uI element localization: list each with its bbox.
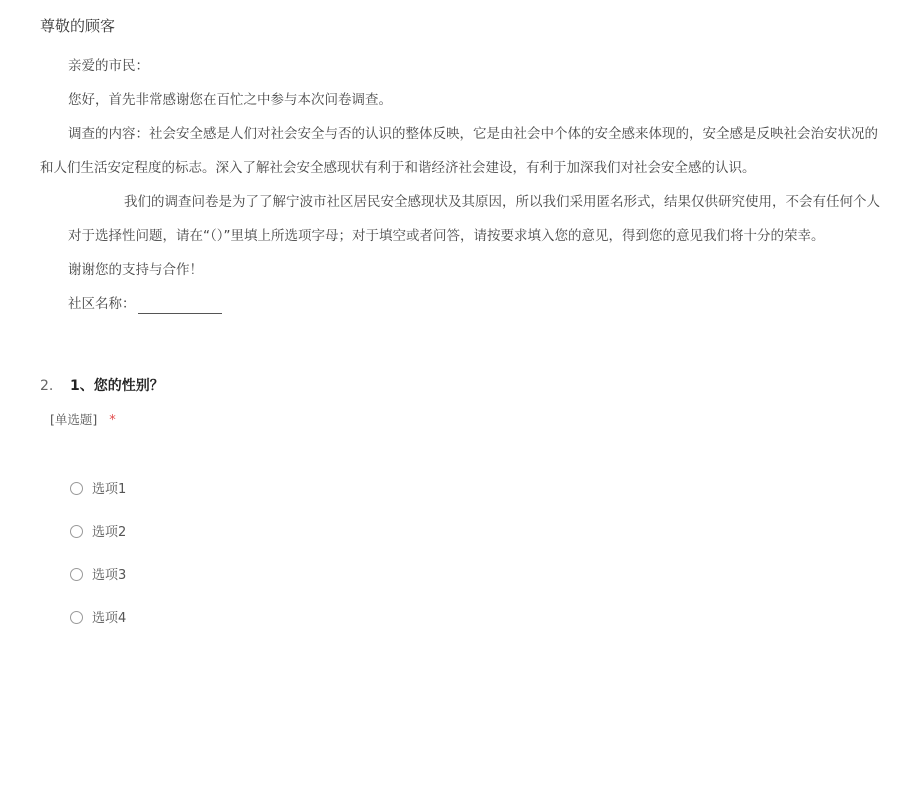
radio-button-icon[interactable] [70, 525, 83, 538]
option-1[interactable] [70, 480, 126, 523]
intro-content-line-2: 和人们生活安定程度的标志。深入了解社会安全感现状有利于和谐经济社会建设，有利于加深我们对社会安全感的认识。 [40, 160, 756, 176]
intro-purpose: 我们的调查问卷是为了了解宁波市社区居民安全感现状及其原因，所以我们采用匿名形式，结果仅供研究使用，不会有任何个人 [124, 194, 880, 210]
option-label: 选项3 [92, 568, 127, 583]
community-name-row [40, 294, 900, 328]
community-name-label: 社区名称： [68, 296, 136, 312]
radio-button-icon[interactable] [70, 568, 83, 581]
radio-button-icon[interactable] [70, 482, 83, 495]
question-type-label: [单选题] [50, 412, 98, 427]
intro-instructions: 对于选择性问题，请在“（）”里填上所选项字母；对于填空或者问答，请按要求填入您的意见，得到您的意见我们将十分的荣幸。 [68, 228, 825, 244]
question-text: 1、您的性别？ [70, 378, 164, 394]
intro-content-line-1: 调查的内容：社会安全感是人们对社会安全与否的认识的整体反映，它是由社会中个体的安全感来体现的，安全感是反映社会治安状况的 [68, 126, 878, 142]
option-2[interactable] [70, 523, 126, 566]
option-label: 选项1 [92, 482, 127, 497]
question-header [40, 374, 860, 396]
required-marker: * [109, 413, 116, 428]
option-4[interactable] [70, 609, 126, 652]
option-3[interactable] [70, 566, 126, 609]
community-name-blank [138, 298, 222, 314]
option-label: 选项2 [92, 525, 127, 540]
intro-thanks: 谢谢您的支持与合作！ [68, 262, 203, 278]
option-list [70, 480, 126, 652]
intro-greeting: 您好，首先非常感谢您在百忙之中参与本次问卷调查。 [68, 92, 392, 108]
survey-title: 尊敬的顾客 [40, 17, 116, 35]
question-gender [40, 374, 860, 430]
question-number: 2. [40, 378, 54, 394]
option-label: 选项4 [92, 611, 127, 626]
survey-introduction [40, 56, 900, 328]
intro-salutation: 亲爱的市民： [68, 58, 149, 74]
question-type-row [40, 410, 860, 430]
radio-button-icon[interactable] [70, 611, 83, 624]
